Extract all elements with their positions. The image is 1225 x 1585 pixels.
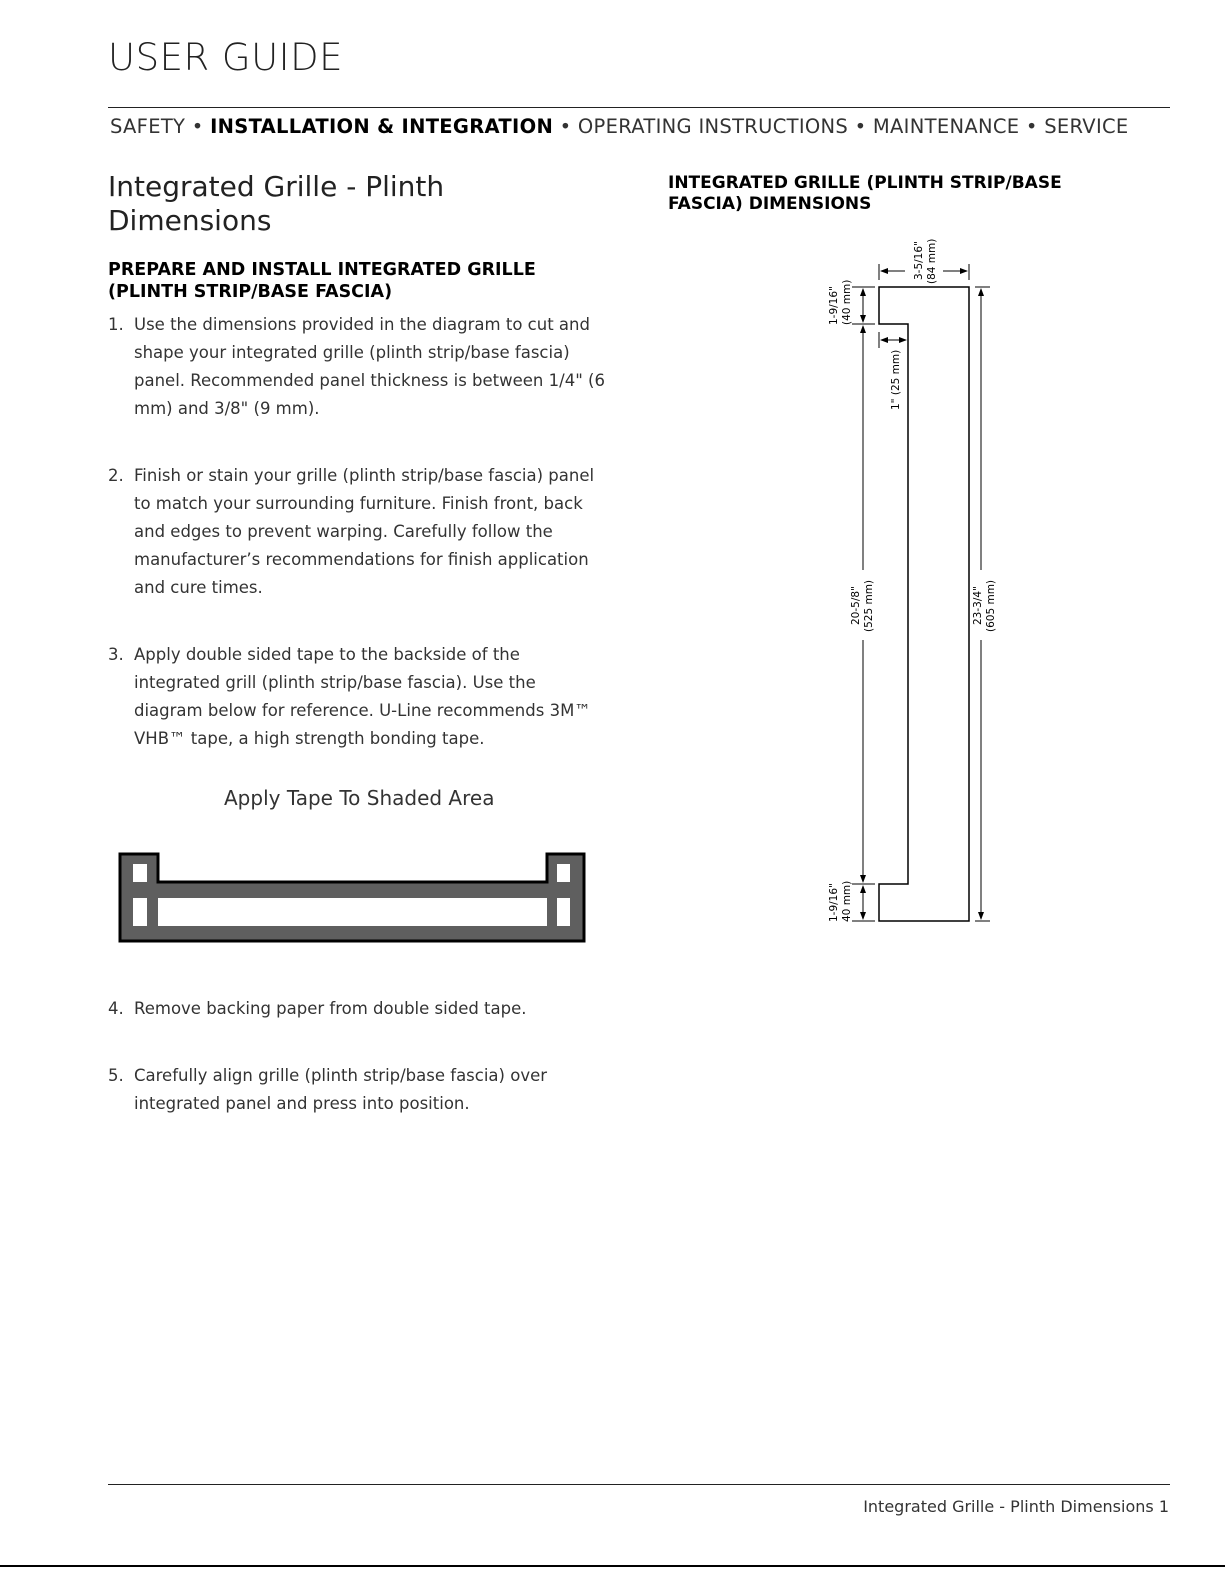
nav-sep: •	[559, 115, 572, 138]
section-heading: PREPARE AND INSTALL INTEGRATED GRILLE (PLINTH STRIP/BASE FASCIA)	[108, 260, 536, 302]
step-number: 1.	[108, 315, 124, 334]
page-edge	[0, 1565, 1225, 1567]
bot-mm-label: 40 mm)	[841, 880, 853, 922]
document-title: USER GUIDE	[108, 36, 343, 79]
step-text: Apply double sided tape to the backside of the integrated grill (plinth strip/base fascia). Use the diagram below for reference. U-Line recommends 3M™ VHB™ tape, a high strength bonding tape.	[134, 645, 591, 748]
footer-divider	[108, 1484, 1170, 1485]
step-number: 5.	[108, 1066, 124, 1085]
notch-label: 1" (25 mm)	[890, 349, 902, 410]
step-text: Finish or stain your grille (plinth strip/base fascia) panel to match your surrounding furniture. Finish front, back and edges to prevent warping. Carefully follow the manufacturer’s recommendations for finish application and cure times.	[134, 466, 595, 597]
nav-service: SERVICE	[1044, 115, 1129, 138]
step-number: 4.	[108, 999, 124, 1018]
step-text: Remove backing paper from double sided tape.	[134, 999, 527, 1018]
nav-safety: SAFETY	[110, 115, 186, 138]
step-number: 3.	[108, 645, 124, 664]
bot-in-label: 1-9/16"	[828, 883, 840, 922]
width-mm-label: (84 mm)	[926, 238, 938, 284]
nav-sep: •	[191, 115, 204, 138]
nav-maintenance: MAINTENANCE	[872, 115, 1020, 138]
top-in-label: 1-9/16"	[828, 286, 840, 325]
nav-operating: OPERATING INSTRUCTIONS	[577, 115, 849, 138]
top-mm-label: (40 mm)	[841, 279, 853, 325]
total-in-label: 23-3/4"	[972, 586, 984, 625]
diagram-heading: INTEGRATED GRILLE (PLINTH STRIP/BASE FASCIA) DIMENSIONS	[668, 173, 1062, 214]
mid-in-label: 20-5/8"	[850, 586, 862, 625]
page-title: Integrated Grille - Plinth Dimensions	[108, 170, 445, 237]
tape-caption: Apply Tape To Shaded Area	[224, 786, 495, 810]
nav-sep: •	[854, 115, 867, 138]
footer-text: Integrated Grille - Plinth Dimensions 1	[863, 1497, 1169, 1516]
width-in-label: 3-5/16"	[913, 241, 925, 280]
mid-mm-label: (525 mm)	[863, 579, 875, 632]
step-text: Carefully align grille (plinth strip/base fascia) over integrated panel and press into position.	[134, 1066, 548, 1113]
step-5	[108, 1062, 568, 1118]
nav-installation: INSTALLATION & INTEGRATION	[210, 115, 554, 138]
step-text: Use the dimensions provided in the diagram to cut and shape your integrated grille (plinth strip/base fascia) panel. Recommended panel thickness is between 1/4" (6 mm) and 3/8" (9 mm).	[134, 315, 605, 418]
nav-sep: •	[1025, 115, 1038, 138]
step-number: 2.	[108, 466, 124, 485]
total-mm-label: (605 mm)	[985, 579, 997, 632]
